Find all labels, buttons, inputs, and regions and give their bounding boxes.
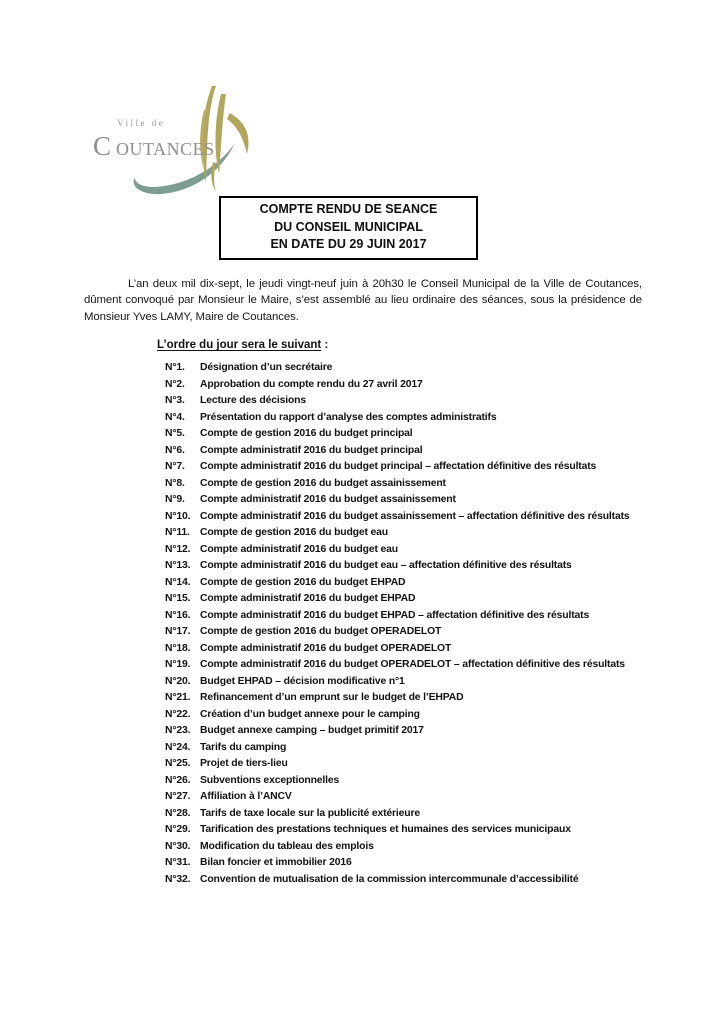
title-line-3: EN DATE DU 29 JUIN 2017 bbox=[270, 237, 427, 251]
agenda-item bbox=[165, 756, 646, 773]
agenda-item bbox=[165, 641, 646, 658]
agenda-heading bbox=[157, 339, 724, 351]
agenda-item-text: Refinancement d’un emprunt sur le budget de l’EHPAD bbox=[200, 692, 464, 704]
agenda-item bbox=[165, 525, 646, 542]
title-box bbox=[219, 196, 478, 260]
agenda-item bbox=[165, 789, 646, 806]
agenda-item-number: N°11. bbox=[165, 527, 190, 539]
agenda-item-number: N°6. bbox=[165, 444, 185, 456]
agenda-item-number: N°18. bbox=[165, 642, 191, 654]
agenda-item-text: Approbation du compte rendu du 27 avril 2017 bbox=[200, 378, 423, 390]
coutances-logo bbox=[92, 84, 267, 202]
agenda-item bbox=[165, 575, 646, 592]
logo-city-text: C OUTANCES bbox=[93, 131, 215, 161]
agenda-item-number: N°16. bbox=[165, 609, 191, 621]
agenda-item bbox=[165, 360, 646, 377]
agenda-item-text: Compte de gestion 2016 du budget OPERADELOT bbox=[200, 626, 442, 638]
agenda-item-text: Modification du tableau des emplois bbox=[200, 840, 374, 852]
agenda-item-number: N°26. bbox=[165, 774, 191, 786]
agenda-item-number: N°27. bbox=[165, 791, 191, 803]
agenda-item-text: Compte administratif 2016 du budget EHPAD – affectation définitive des résultats bbox=[200, 609, 590, 621]
title-line-1: COMPTE RENDU DE SEANCE bbox=[259, 202, 438, 216]
agenda-item-number: N°5. bbox=[165, 428, 185, 440]
agenda-item-number: N°13. bbox=[165, 560, 191, 572]
agenda-item-text: Tarification des prestations techniques et humaines des services municipaux bbox=[200, 824, 571, 836]
agenda-item-text: Subventions exceptionnelles bbox=[200, 774, 340, 786]
agenda-item-text: Compte administratif 2016 du budget eau bbox=[200, 543, 398, 555]
agenda-item bbox=[165, 723, 646, 740]
agenda-item-text: Compte administratif 2016 du budget eau – affectation définitive des résultats bbox=[200, 560, 572, 572]
agenda-heading-colon: : bbox=[321, 339, 329, 352]
agenda-item-text: Compte administratif 2016 du budget assainissement – affectation définitive des résultats bbox=[200, 510, 630, 522]
agenda-item-text: Présentation du rapport d’analyse des comptes administratifs bbox=[200, 411, 497, 423]
agenda-item-text: Bilan foncier et immobilier 2016 bbox=[200, 857, 352, 869]
agenda-item-number: N°10. bbox=[165, 510, 191, 522]
agenda-item-number: N°12. bbox=[165, 543, 191, 555]
agenda-item-number: N°25. bbox=[165, 758, 191, 770]
agenda-item-text: Budget annexe camping – budget primitif 2017 bbox=[200, 725, 424, 737]
agenda-item-number: N°4. bbox=[165, 411, 185, 423]
agenda-item-number: N°24. bbox=[165, 741, 191, 753]
agenda-item-text: Désignation d’un secrétaire bbox=[200, 362, 333, 374]
agenda-item-number: N°2. bbox=[165, 378, 185, 390]
intro-paragraph: L’an deux mil dix-sept, le jeudi vingt-neuf juin à 20h30 le Conseil Municipal de la Ville de Coutances, dûment convoqué par Monsieur le Maire, s’est assemblé au lieu ordinaire des séances, sous la présidence de Monsieur Yves LAMY, Maire de Coutances. bbox=[84, 277, 642, 323]
agenda-item-number: N°19. bbox=[165, 659, 191, 671]
agenda-item bbox=[165, 443, 646, 460]
agenda-item bbox=[165, 459, 646, 476]
agenda-item bbox=[165, 674, 646, 691]
agenda-item-text: Création d’un budget annexe pour le camping bbox=[200, 708, 420, 720]
agenda-item bbox=[165, 509, 646, 526]
agenda-item-number: N°15. bbox=[165, 593, 191, 605]
agenda-item-text: Compte de gestion 2016 du budget assainissement bbox=[200, 477, 446, 489]
agenda-item-number: N°9. bbox=[165, 494, 185, 506]
agenda-item-text: Compte administratif 2016 du budget principal bbox=[200, 444, 423, 456]
agenda-item bbox=[165, 492, 646, 509]
agenda-item-number: N°29. bbox=[165, 824, 191, 836]
agenda-item-number: N°7. bbox=[165, 461, 185, 473]
agenda-heading-text: L’ordre du jour sera le suivant bbox=[157, 339, 322, 352]
agenda-item-number: N°20. bbox=[165, 675, 191, 687]
agenda-item-number: N°23. bbox=[165, 725, 191, 737]
agenda-item-number: N°8. bbox=[165, 477, 185, 489]
agenda-item-text: Compte administratif 2016 du budget OPERADELOT bbox=[200, 642, 452, 654]
agenda-item bbox=[165, 872, 646, 889]
agenda-item-text: Compte de gestion 2016 du budget EHPAD bbox=[200, 576, 406, 588]
agenda-item bbox=[165, 806, 646, 823]
agenda-item-text: Compte administratif 2016 du budget OPERADELOT – affectation définitive des résultats bbox=[200, 659, 625, 671]
agenda-item-text: Tarifs du camping bbox=[200, 741, 287, 753]
agenda-item-number: N°32. bbox=[165, 873, 191, 885]
agenda-item-number: N°1. bbox=[165, 362, 185, 374]
agenda-item bbox=[165, 657, 646, 674]
agenda-item-text: Lecture des décisions bbox=[200, 395, 306, 407]
agenda-item-text: Compte administratif 2016 du budget assainissement bbox=[200, 494, 456, 506]
agenda-item-text: Affiliation à l’ANCV bbox=[200, 791, 292, 803]
agenda-item-number: N°31. bbox=[165, 857, 191, 869]
agenda-item-number: N°21. bbox=[165, 692, 191, 704]
agenda-item-text: Projet de tiers-lieu bbox=[200, 758, 288, 770]
agenda-item bbox=[165, 608, 646, 625]
coutances-logo-graphic bbox=[92, 84, 267, 202]
agenda-item-text: Compte administratif 2016 du budget principal – affectation définitive des résultats bbox=[200, 461, 597, 473]
agenda-item-text: Compte de gestion 2016 du budget principal bbox=[200, 428, 413, 440]
agenda-item-number: N°14. bbox=[165, 576, 191, 588]
agenda-item bbox=[165, 855, 646, 872]
agenda-item bbox=[165, 591, 646, 608]
agenda-item bbox=[165, 822, 646, 839]
agenda-item-number: N°30. bbox=[165, 840, 191, 852]
agenda-item bbox=[165, 558, 646, 575]
agenda-item-number: N°22. bbox=[165, 708, 191, 720]
agenda-item bbox=[165, 393, 646, 410]
agenda-item-text: Convention de mutualisation de la commission intercommunale d’accessibilité bbox=[200, 873, 579, 885]
agenda-item bbox=[165, 377, 646, 394]
agenda-item-number: N°17. bbox=[165, 626, 191, 638]
agenda-item bbox=[165, 773, 646, 790]
agenda-item bbox=[165, 542, 646, 559]
agenda-item bbox=[165, 707, 646, 724]
agenda-item-number: N°28. bbox=[165, 807, 191, 819]
agenda-item bbox=[165, 426, 646, 443]
agenda-item-text: Compte de gestion 2016 du budget eau bbox=[200, 527, 389, 539]
agenda-item bbox=[165, 624, 646, 641]
agenda-item bbox=[165, 410, 646, 427]
agenda-item bbox=[165, 839, 646, 856]
agenda-item bbox=[165, 690, 646, 707]
agenda-item-text: Budget EHPAD – décision modificative n°1 bbox=[200, 675, 405, 687]
agenda-item bbox=[165, 740, 646, 757]
agenda-item-number: N°3. bbox=[165, 395, 185, 407]
agenda-item-text: Compte administratif 2016 du budget EHPAD bbox=[200, 593, 416, 605]
logo-ville-de-text: Ville de bbox=[117, 118, 166, 128]
title-line-2: DU CONSEIL MUNICIPAL bbox=[274, 219, 423, 234]
agenda-item bbox=[165, 476, 646, 493]
agenda-item-text: Tarifs de taxe locale sur la publicité extérieure bbox=[200, 807, 420, 819]
agenda-list bbox=[165, 360, 646, 888]
